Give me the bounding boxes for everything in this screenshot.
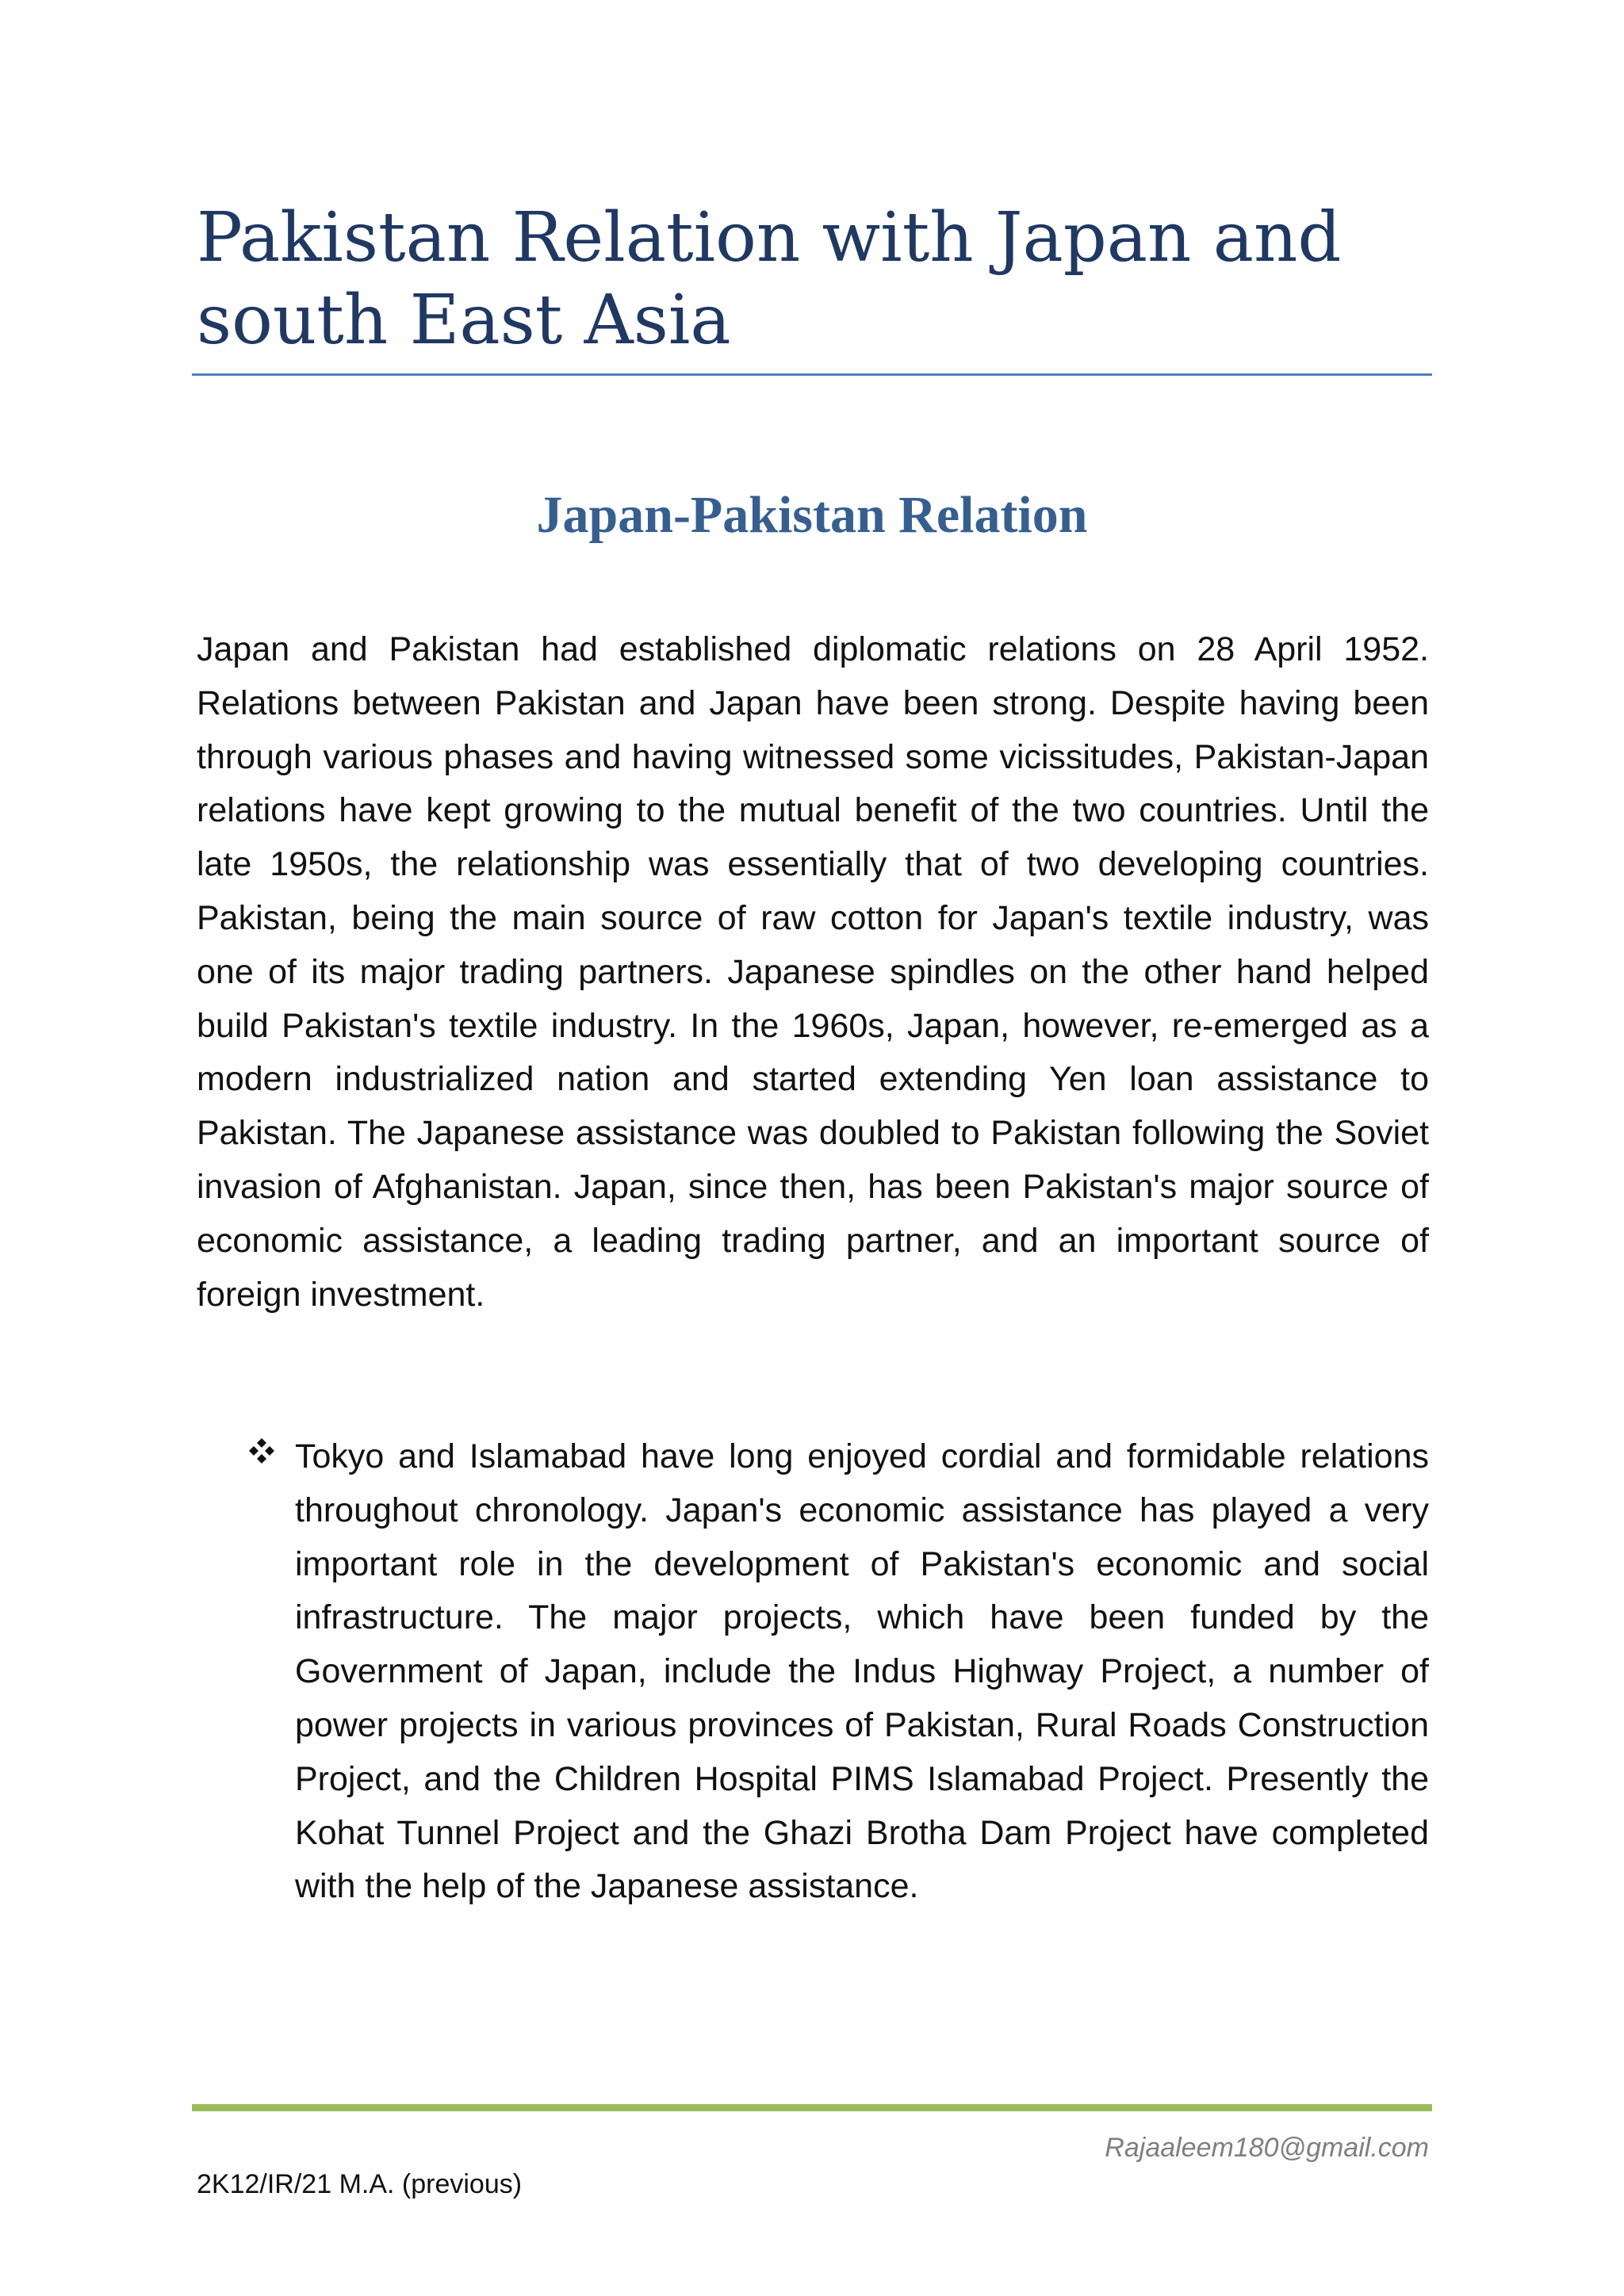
bullet-text: Tokyo and Islamabad have long enjoyed cordial and formidable relations throughout chronology. Japan's economic assistance has played a very important role in the development of Pakistan's economic and social infrastructure. The major projects, which have been funded by the Government of Japan, include the Indus Highway Project, a number of power projects in various provinces of Pakistan, Rural Roads Construction Project, and the Children Hospital PIMS Islamabad Project. Presently the Kohat Tunnel Project and the Ghazi Brotha Dam Project have completed with the help of the Japanese assistance. [295,1437,1429,1906]
footer-divider [192,2104,1432,2111]
footer-identifier: 2K12/IR/21 M.A. (previous) [197,2169,523,2199]
document-title: Pakistan Relation with Japan and south East Asia [197,198,1342,360]
four-diamond-bullet-icon [247,1437,276,1465]
body-paragraph: Japan and Pakistan had established diplomatic relations on 28 April 1952. Relations between Pakistan and Japan have been strong. Despite having been through various phases and having witnessed some vicissitudes, Pakistan-Japan relations have kept growing to the mutual benefit of the two countries. Until the late 1950s, the relationship was essentially that of two developing countries. Pakistan, being the main source of raw cotton for Japan's textile industry, was one of its major trading partners. Japanese spindles on the other hand helped build Pakistan's textile industry. In the 1960s, Japan, however, re-emerged as a modern industrialized nation and started extending Yen loan assistance to Pakistan. The Japanese assistance was doubled to Pakistan following the Soviet invasion of Afghanistan. Japan, since then, has been Pakistan's major source of economic assistance, a leading trading partner, and an important source of foreign investment. [197,630,1429,1314]
footer-email: Rajaaleem180@gmail.com [1105,2133,1429,2163]
title-divider [192,373,1432,376]
section-heading: Japan-Pakistan Relation [536,486,1088,544]
